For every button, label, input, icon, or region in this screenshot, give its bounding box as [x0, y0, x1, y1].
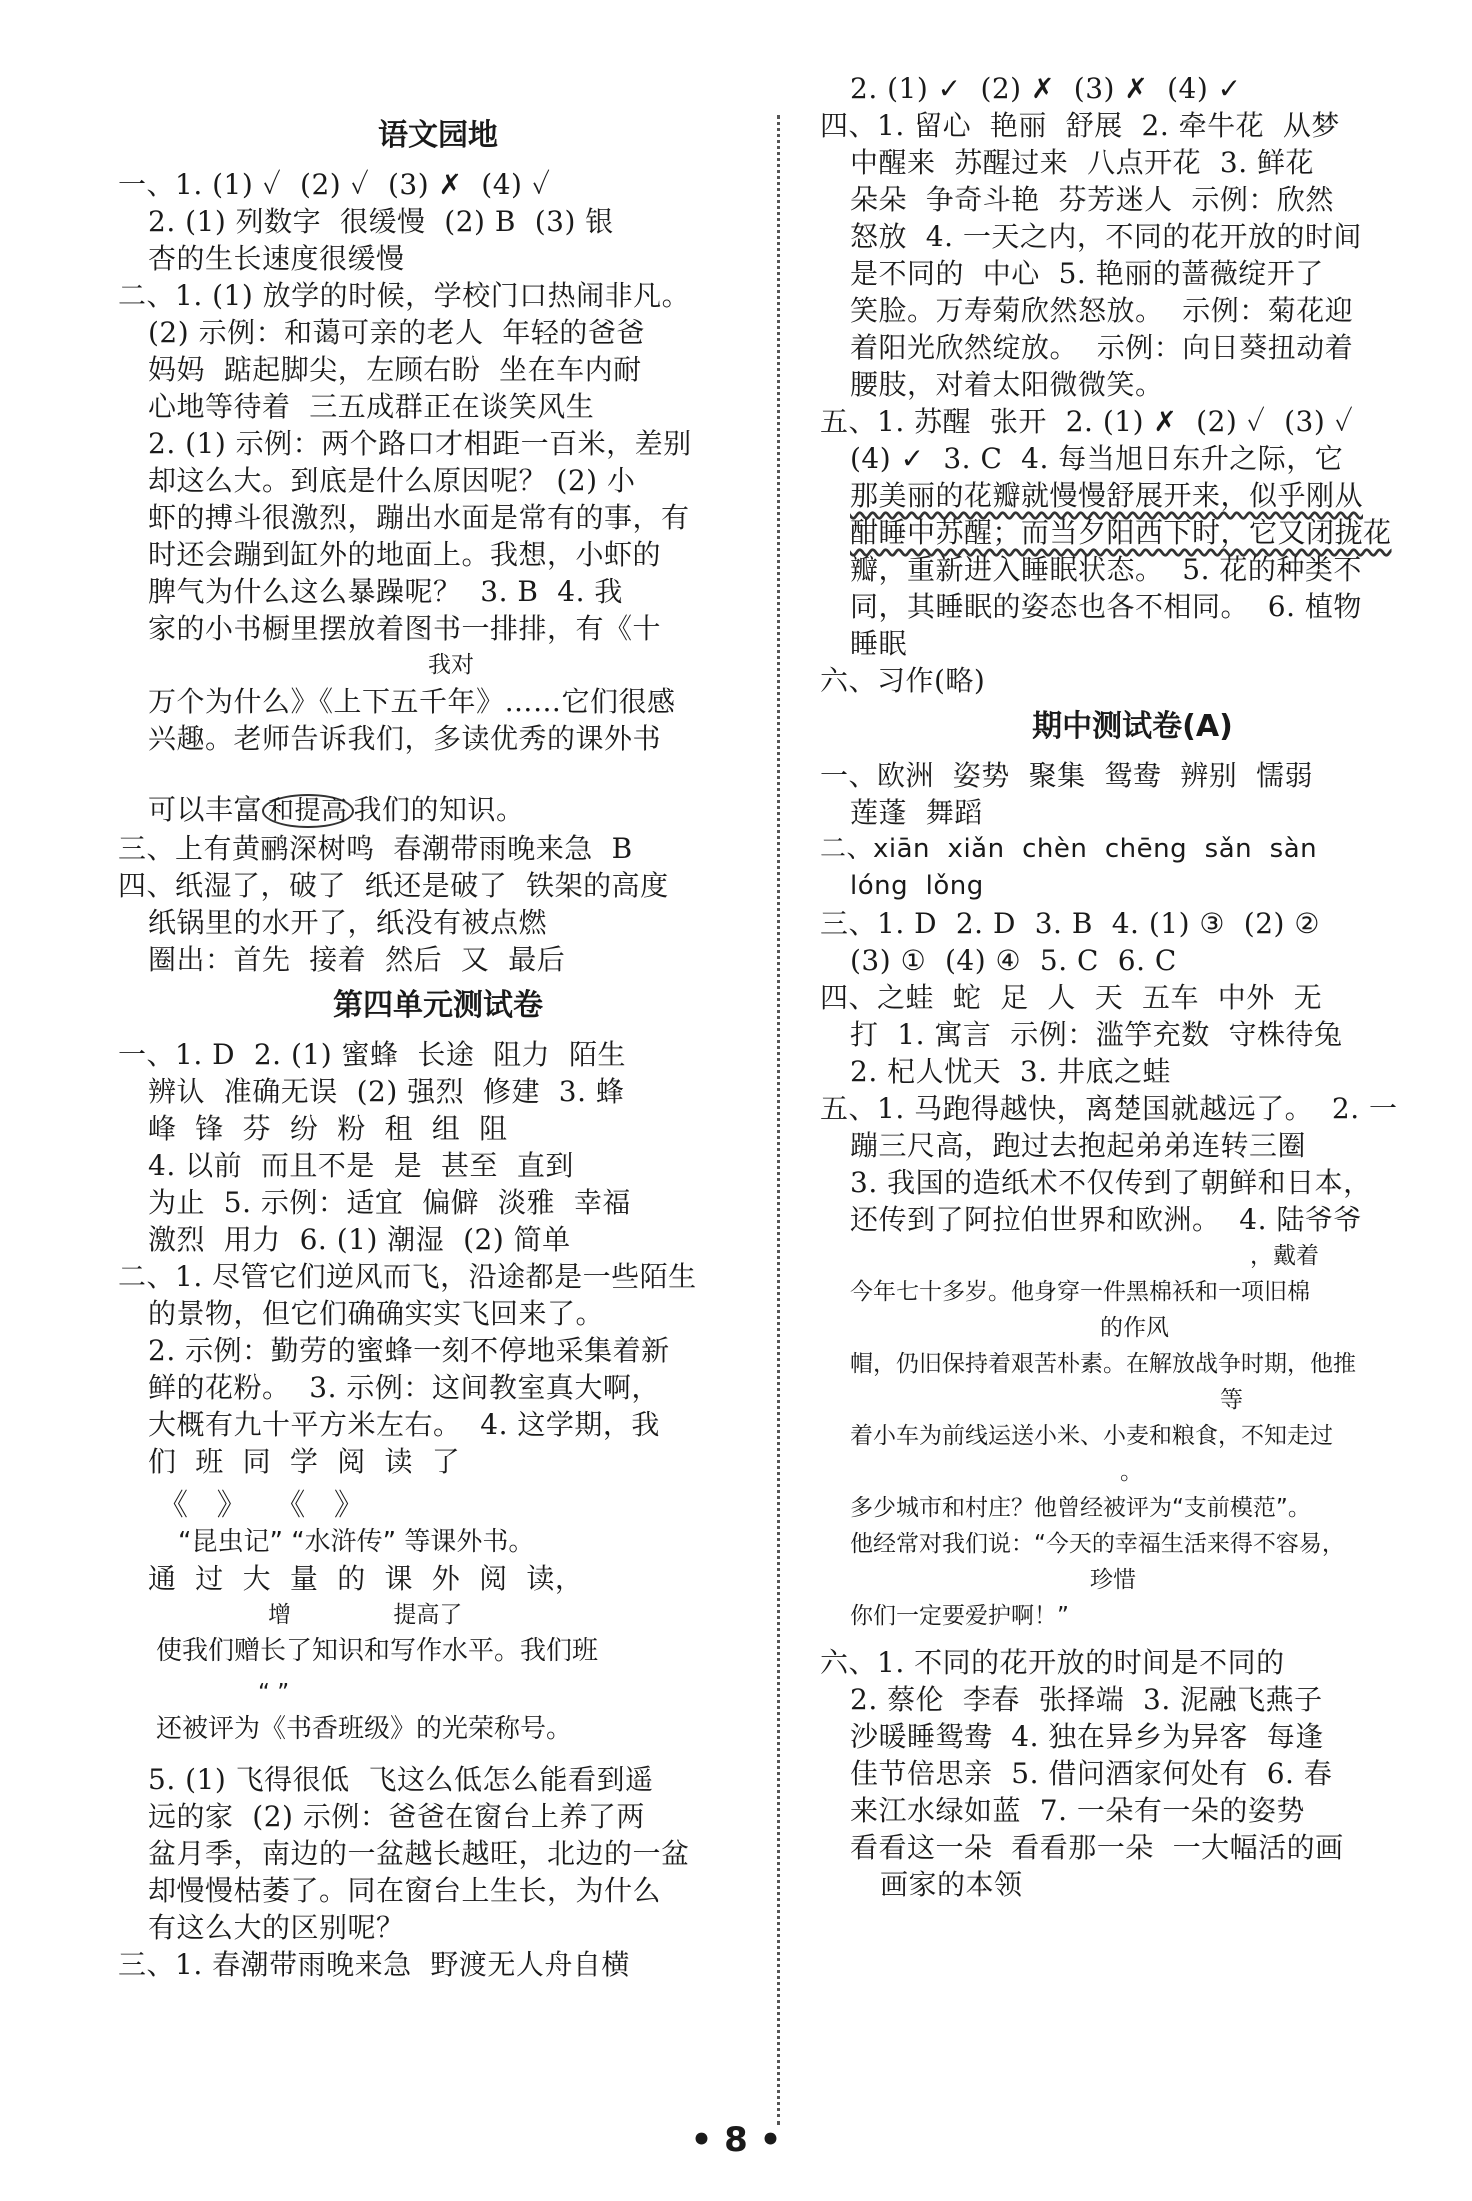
answer-line: 却慢慢枯萎了。同在窗台上生长，为什么 [148, 1874, 662, 1907]
answer-line: 笑脸。万寿菊欣然怒放。 示例：菊花迎 [850, 294, 1354, 327]
answer-line: 远的家 (2) 示例：爸爸在窗台上养了两 [148, 1800, 645, 1833]
answer-line: lóng lǒng [850, 871, 984, 901]
answer-line: 4. 以前 而且不是 是 甚至 直到 [148, 1149, 574, 1182]
answer-line: 四、纸湿了，破了 纸还是破了 铁架的高度 [118, 869, 669, 902]
answer-line: 四、1. 留心 艳丽 舒展 2. 牵牛花 从梦 [820, 109, 1340, 142]
answer-line: (2) 示例：和蔼可亲的老人 年轻的爸爸 [148, 316, 645, 349]
answer-line: 妈妈 踮起脚尖，左顾右盼 坐在车内耐 [148, 353, 642, 386]
correction-circle: 和提高 [262, 794, 354, 828]
correction-mark: 《 》 《 》 [158, 1488, 364, 1523]
answer-line: 纸锅里的水开了，纸没有被点燃 [148, 906, 548, 939]
answer-line: 六、1. 不同的花开放的时间是不同的 [820, 1646, 1285, 1679]
answer-line: 三、1. D 2. D 3. B 4. (1) ③ (2) ② [820, 907, 1320, 940]
answer-line: 的景物，但它们确确实实飞回来了。 [148, 1297, 605, 1330]
correction-mark: 你们一定要爱护啊！” [850, 1603, 1069, 1629]
answer-line: 激烈 用力 6. (1) 潮湿 (2) 简单 [148, 1223, 571, 1256]
answer-line: 中醒来 苏醒过来 八点开花 3. 鲜花 [850, 146, 1315, 179]
answer-line: 2. (1) 示例：两个路口才相距一百米，差别 [148, 427, 692, 460]
correction-mark: ，戴着 [1250, 1243, 1319, 1269]
answer-line: 2. (1) ✓ (2) ✗ (3) ✗ (4) ✓ [850, 72, 1242, 105]
answer-line: 峰 锋 芬 纷 粉 租 组 阻 [148, 1112, 508, 1145]
answer-line: 虾的搏斗很激烈，蹦出水面是常有的事，有 [148, 501, 690, 534]
answer-line: 酣睡中苏醒；而当夕阳西下时，它又闭拢花 [850, 516, 1392, 549]
correction-mark: 着小车为前线运送小米、小麦和粮食，不知走过 [850, 1423, 1333, 1449]
answer-line: 2. 示例：勤劳的蜜蜂一刻不停地采集着新 [148, 1334, 670, 1367]
answer-line: 5. (1) 飞得很低 飞这么低怎么能看到遥 [148, 1763, 654, 1796]
answer-line: 三、1. 春潮带雨晚来急 野渡无人舟自横 [118, 1948, 630, 1981]
answer-line: 为止 5. 示例：适宜 偏僻 淡雅 幸福 [148, 1186, 631, 1219]
answer-line: 二、1. 尽管它们逆风而飞，沿途都是一些陌生 [118, 1260, 697, 1293]
answer-line: 大概有九十平方米左右。 4. 这学期，我 [148, 1408, 660, 1441]
correction-mark: “ ” [258, 1680, 290, 1706]
correction-mark: “昆虫记” “水浒传” 等课外书。 [178, 1527, 535, 1557]
answer-line: (3) ① (4) ④ 5. C 6. C [850, 944, 1177, 977]
answer-line: 辨认 准确无误 (2) 强烈 修建 3. 蜂 [148, 1075, 625, 1108]
answer-line: 打 1. 寓言 示例：滥竽充数 守株待兔 [850, 1018, 1343, 1051]
answer-line: 着阳光欣然绽放。 示例：向日葵扭动着 [850, 331, 1354, 364]
answer-line: 六、习作(略) [820, 664, 986, 697]
answer-line: 朵朵 争奇斗艳 芬芳迷人 示例：欣然 [850, 183, 1334, 216]
answer-line: 蹦三尺高，跑过去抱起弟弟连转三圈 [850, 1129, 1307, 1162]
answer-line: 万个为什么》《上下五千年》……它们很感 [148, 685, 676, 718]
answer-line: 同，其睡眠的姿态也各不相同。 6. 植物 [850, 590, 1362, 623]
correction-mark: 他经常对我们说：“今天的幸福生活来得不容易， [850, 1531, 1345, 1557]
correction-mark: 使我们赠长了知识和写作水平。我们班 [156, 1636, 599, 1666]
answer-line: 四、之蛙 蛇 足 人 天 五车 中外 无 [820, 981, 1323, 1014]
answer-line: 可以丰富 和提高 我们的知识。 [148, 793, 525, 826]
answer-line: 五、1. 马跑得越快，离楚国就越远了。 2. 一 [820, 1092, 1398, 1125]
section-title-midterm-test-a: 期中测试卷(A) [1032, 709, 1233, 744]
answer-line: 2. (1) 列数字 很缓慢 (2) B (3) 银 [148, 205, 614, 238]
answer-line: 来江水绿如蓝 7. 一朵有一朵的姿势 [850, 1794, 1305, 1827]
answer-line: 五、1. 苏醒 张开 2. (1) ✗ (2) ✓ (3) ✓ [820, 405, 1354, 438]
answer-line: 腰肢，对着太阳微微笑。 [850, 368, 1164, 401]
answer-line: 睡眠 [850, 627, 908, 660]
answer-line: 看看这一朵 看看那一朵 一大幅活的画 [850, 1831, 1344, 1864]
answer-line: 杏的生长速度很缓慢 [148, 242, 405, 275]
answer-line: 心地等待着 三五成群正在谈笑风生 [148, 390, 595, 423]
answer-line: 画家的本领 [880, 1868, 1023, 1901]
answer-line: 二、1. (1) 放学的时候，学校门口热闹非凡。 [118, 279, 691, 312]
answer-line: 时还会蹦到缸外的地面上。我想，小虾的 [148, 538, 662, 571]
answer-line: 们 班 同 学 阅 读 了 [148, 1445, 461, 1478]
answer-line: 瓣，重新进入睡眠状态。 5. 花的种类不 [850, 553, 1362, 586]
answer-line: 莲蓬 舞蹈 [850, 796, 983, 829]
left-column [118, 108, 758, 1983]
answer-line: 有这么大的区别呢？ [148, 1911, 405, 1944]
answer-line: 是不同的 中心 5. 艳丽的蔷薇绽开了 [850, 257, 1324, 290]
answer-line: 2. 杞人忧天 3. 井底之蛙 [850, 1055, 1172, 1088]
answer-line: (4) ✓ 3. C 4. 每当旭日东升之际，它 [850, 442, 1344, 475]
answer-line: 三、上有黄鹂深树鸣 春潮带雨晚来急 B [118, 832, 633, 865]
answer-line: 3. 我国的造纸术不仅传到了朝鲜和日本， [850, 1166, 1372, 1199]
correction-mark: 帽，仍旧保持着艰苦朴素。在解放战争时期，他推 [850, 1351, 1356, 1377]
column-divider [777, 115, 780, 2125]
right-column [820, 70, 1445, 1903]
answer-line: 沙暖睡鸳鸯 4. 独在异乡为异客 每逢 [850, 1720, 1324, 1753]
correction-mark: 今年七十多岁。他身穿一件黑棉袄和一项旧棉 [850, 1279, 1310, 1305]
answer-line: 兴趣。老师告诉我们，多读优秀的课外书 [148, 722, 662, 755]
answer-line: 二、xiān xiǎn chèn chēng sǎn sàn [820, 834, 1318, 864]
correction-mark: 还被评为《书香班级》的光荣称号。 [156, 1714, 573, 1744]
answer-line: 一、欧洲 姿势 聚集 鸳鸯 辨别 懦弱 [820, 759, 1314, 792]
answer-line: 还传到了阿拉伯世界和欧洲。 4. 陆爷爷 [850, 1203, 1362, 1236]
section-title-yuwen-yuandi: 语文园地 [378, 118, 498, 153]
correction-mark: 珍惜 [1090, 1567, 1136, 1593]
answer-line: 盆月季，南边的一盆越长越旺，北边的一盆 [148, 1837, 690, 1870]
answer-line: 那美丽的花瓣就慢慢舒展开来，似乎刚从 [850, 479, 1364, 512]
answer-line: 怒放 4. 一天之内，不同的花开放的时间 [850, 220, 1362, 253]
correction-mark: 等 [1220, 1387, 1243, 1413]
correction-mark: 多少城市和村庄？他曾经被评为“支前模范”。 [850, 1495, 1311, 1521]
answer-line: 脾气为什么这么暴躁呢？ 3. B 4. 我 [148, 575, 623, 608]
page-number: • 8 • [690, 2120, 782, 2160]
answer-line: 鲜的花粉。 3. 示例：这间教室真大啊， [148, 1371, 660, 1404]
answer-line: 通 过 大 量 的 课 外 阅 读， [148, 1562, 584, 1595]
answer-line: 一、1. D 2. (1) 蜜蜂 长途 阻力 陌生 [118, 1038, 626, 1071]
answer-line: 一、1. (1) ✓ (2) ✓ (3) ✗ (4) ✓ [118, 168, 551, 201]
answer-line: 家的小书橱里摆放着图书一排排，有《十 [148, 612, 662, 645]
correction-mark: 我对 [428, 652, 474, 678]
correction-mark: 的作风 [1100, 1315, 1169, 1341]
answer-line: 2. 蔡伦 李春 张择端 3. 泥融飞燕子 [850, 1683, 1323, 1716]
correction-mark: 。 [1120, 1459, 1143, 1485]
answer-line: 却这么大。到底是什么原因呢？ (2) 小 [148, 464, 636, 497]
answer-line: 圈出：首先 接着 然后 又 最后 [148, 943, 566, 976]
section-title-unit4-test: 第四单元测试卷 [333, 988, 543, 1023]
correction-mark: 增 提高了 [268, 1602, 463, 1628]
answer-line: 佳节倍思亲 5. 借问酒家何处有 6. 春 [850, 1757, 1333, 1790]
